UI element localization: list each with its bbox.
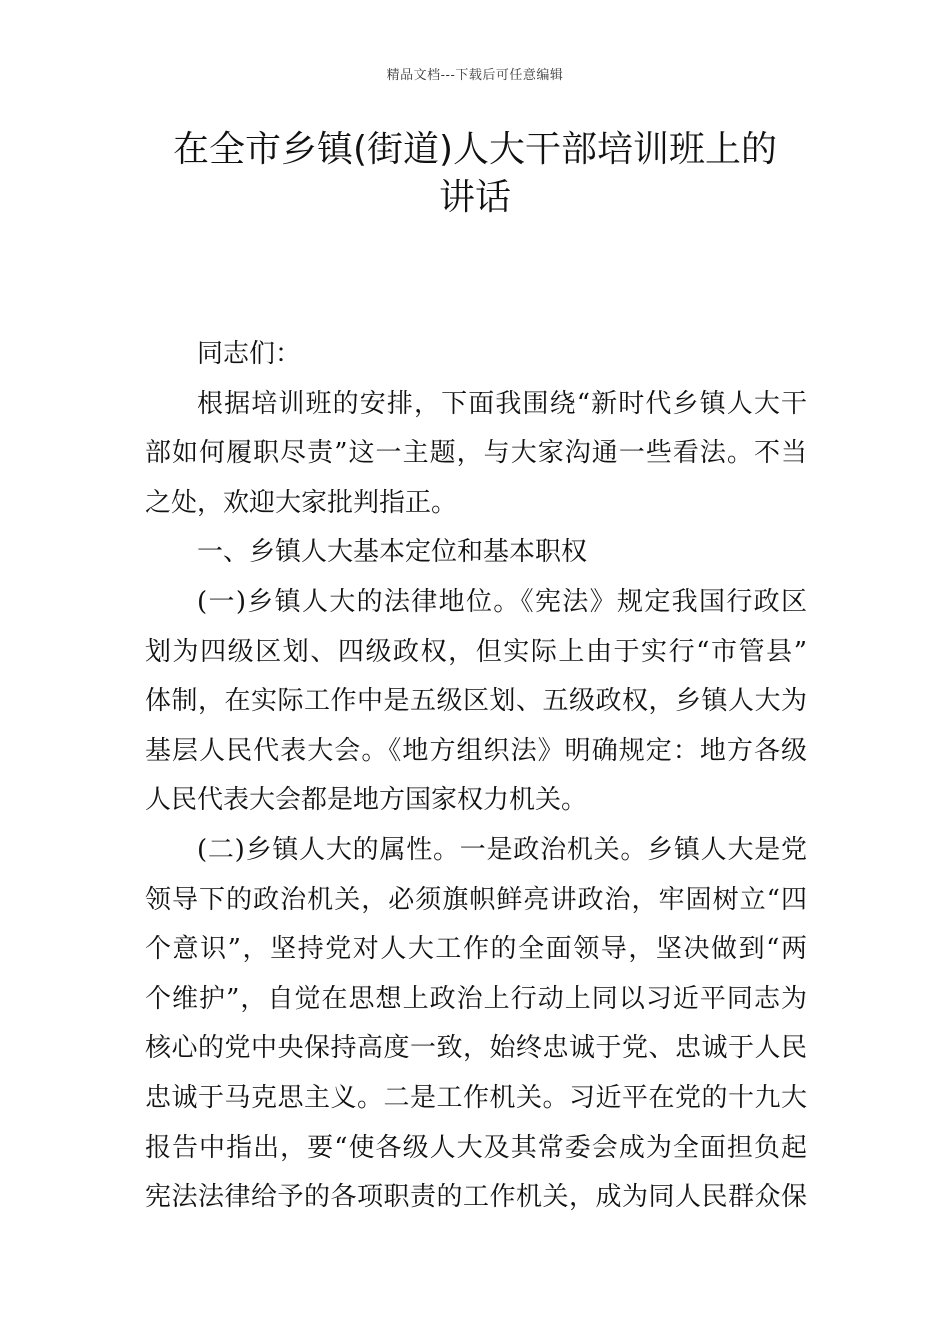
- body-line: 部如何履职尽责”这一主题，与大家沟通一些看法。不当: [145, 438, 807, 469]
- body-line: 个意识”，坚持党对人大工作的全面领导，坚决做到“两: [145, 934, 807, 965]
- body-line: 个维护”，自觉在思想上政治上行动上同以习近平同志为: [145, 983, 807, 1014]
- body-line: 宪法法律给予的各项职责的工作机关，成为同人民群众保: [145, 1182, 807, 1213]
- body-line: 报告中指出，要“使各级人大及其常委会成为全面担负起: [145, 1132, 807, 1163]
- body-line: 同志们：: [197, 339, 302, 369]
- body-line: 体制，在实际工作中是五级区划、五级政权，乡镇人大为: [145, 686, 807, 717]
- body-line: 划为四级区划、四级政权，但实际上由于实行“市管县”: [145, 636, 807, 667]
- header-note: 精品文档---下载后可任意编辑: [386, 68, 564, 83]
- body-line: 核心的党中央保持高度一致，始终忠诚于党、忠诚于人民: [145, 1033, 807, 1064]
- document-body: [145, 330, 807, 1223]
- body-line: 基层人民代表大会。《地方组织法》明确规定：地方各级: [145, 735, 807, 766]
- document-title: [80, 126, 870, 222]
- body-line: 之处，欢迎大家批判指正。: [145, 487, 458, 518]
- title-line: 在全市乡镇(街道)人大干部培训班上的: [172, 129, 778, 170]
- body-line: 一、乡镇人大基本定位和基本职权: [197, 537, 588, 568]
- body-line: 忠诚于马克思主义。二是工作机关。习近平在党的十九大: [145, 1082, 807, 1113]
- body-line: 根据培训班的安排，下面我围绕“新时代乡镇人大干: [197, 388, 807, 419]
- body-line: (二)乡镇人大的属性。一是政治机关。乡镇人大是党: [197, 834, 807, 865]
- body-line: (一)乡镇人大的法律地位。《宪法》规定我国行政区: [197, 586, 807, 617]
- body-line: 领导下的政治机关，必须旗帜鲜亮讲政治，牢固树立“四: [145, 884, 807, 915]
- body-line: 人民代表大会都是地方国家权力机关。: [145, 785, 588, 816]
- title-line: 讲话: [438, 177, 511, 218]
